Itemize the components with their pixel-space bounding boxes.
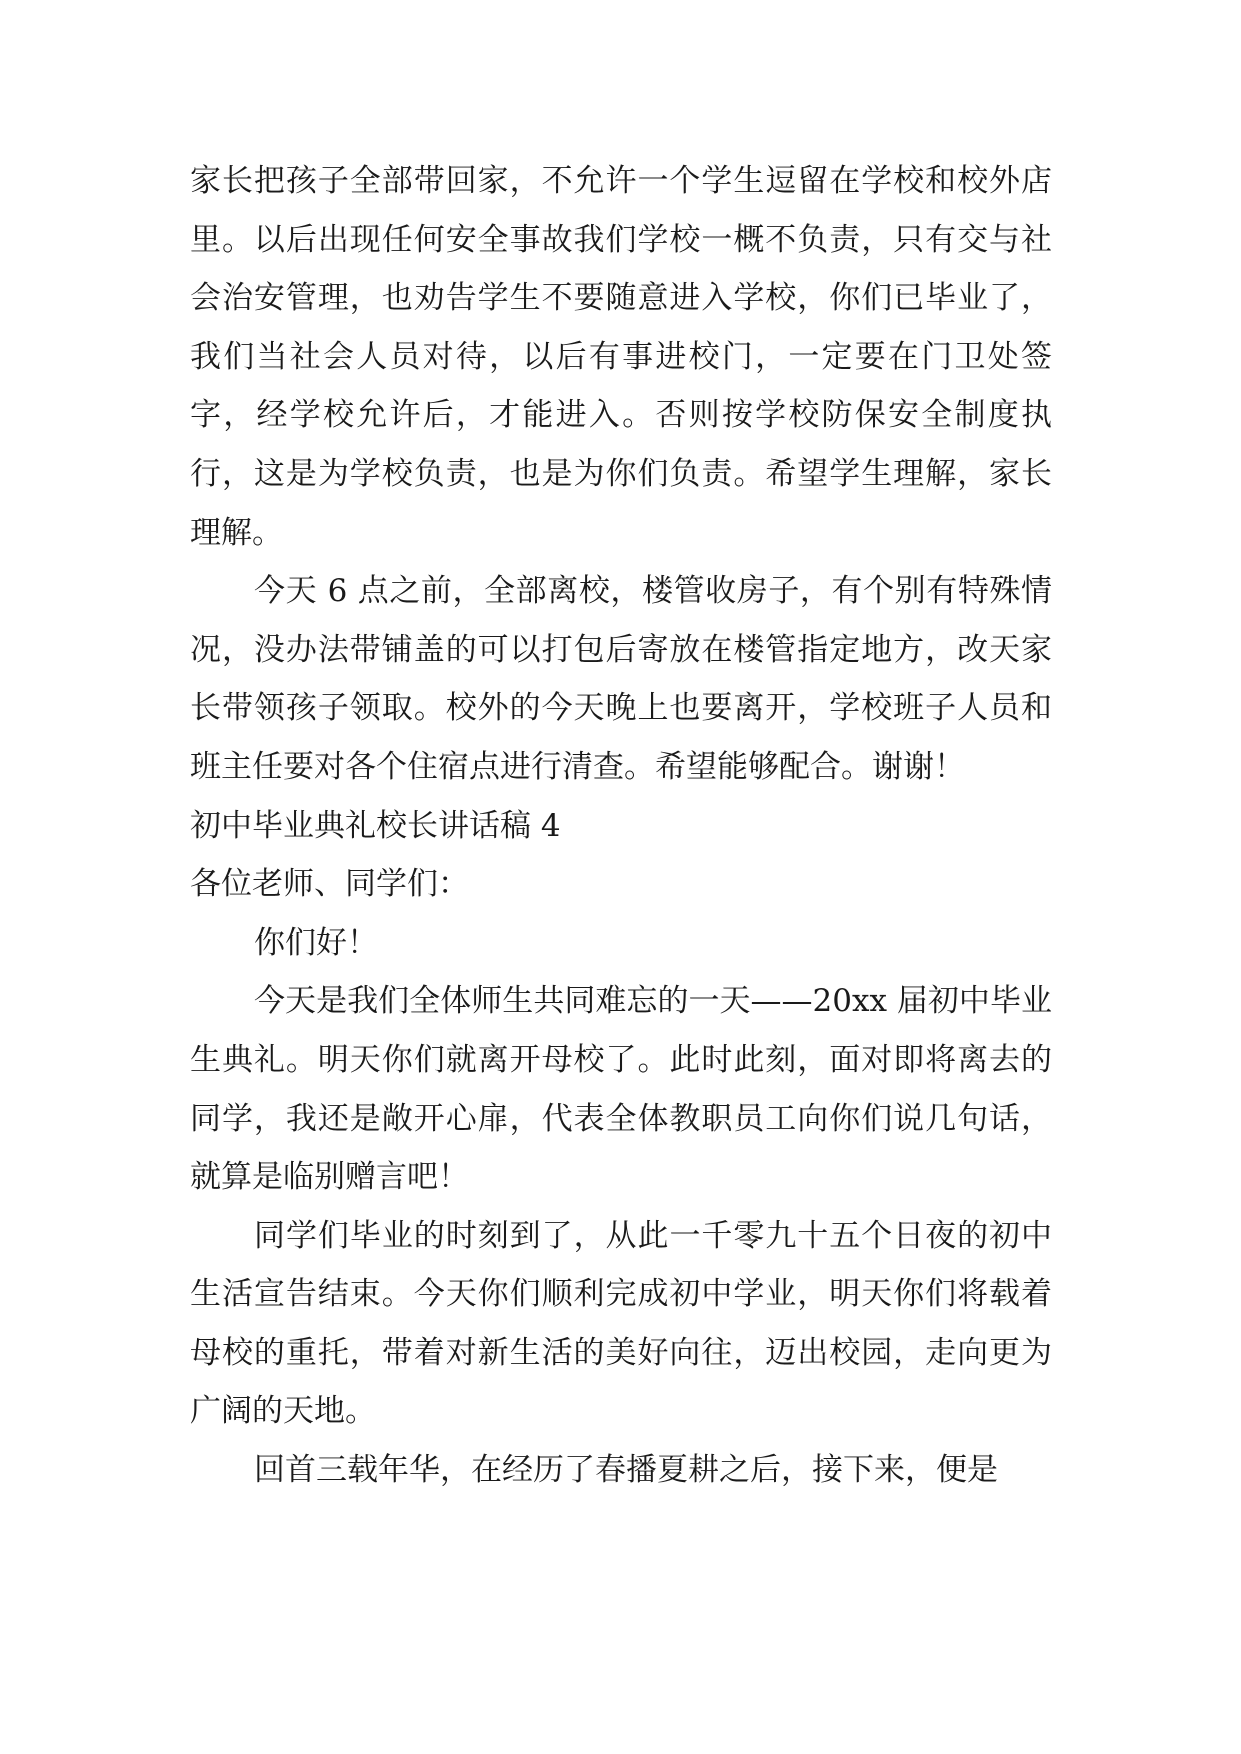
- paragraph-ceremony: 今天是我们全体师生共同难忘的一天——20xx 届初中毕业生典礼。明天你们就离开母校了。此时此刻，面对即将离去的同学，我还是敞开心扉，代表全体教职员工向你们说几句话，就算是临别赠言吧！: [190, 983, 1052, 1196]
- paragraph-continued: 家长把孩子全部带回家，不允许一个学生逗留在学校和校外店里。以后出现任何安全事故我们学校一概不负责，只有交与社会治安管理，也劝告学生不要随意进入学校，你们已毕业了，我们当社会人员对待，以后有事进校门，一定要在门卫处签字，经学校允许后，才能进入。否则按学校防保安全制度执行，这是为学校负责，也是为你们负责。希望学生理解，家长理解。: [190, 163, 1052, 551]
- paragraph-retrospect: 回首三载年华，在经历了春播夏耕之后，接下来，便是: [254, 1452, 998, 1489]
- document-body: [190, 152, 1052, 1500]
- paragraph-graduation: 同学们毕业的时刻到了，从此一千零九十五个日夜的初中生活宣告结束。今天你们顺利完成初中学业，明天你们将载着母校的重托，带着对新生活的美好向往，迈出校园，走向更为广阔的天地。: [190, 1217, 1052, 1430]
- salutation: 各位老师、同学们：: [190, 866, 469, 903]
- greeting: 你们好！: [254, 924, 378, 961]
- section-title: 初中毕业典礼校长讲话稿 4: [190, 807, 561, 844]
- paragraph-leave-school: 今天 6 点之前，全部离校，楼管收房子，有个别有特殊情况，没办法带铺盖的可以打包后寄放在楼管指定地方，改天家长带领孩子领取。校外的今天晚上也要离开，学校班子人员和班主任要对各个住宿点进行清查。希望能够配合。谢谢！: [190, 573, 1052, 785]
